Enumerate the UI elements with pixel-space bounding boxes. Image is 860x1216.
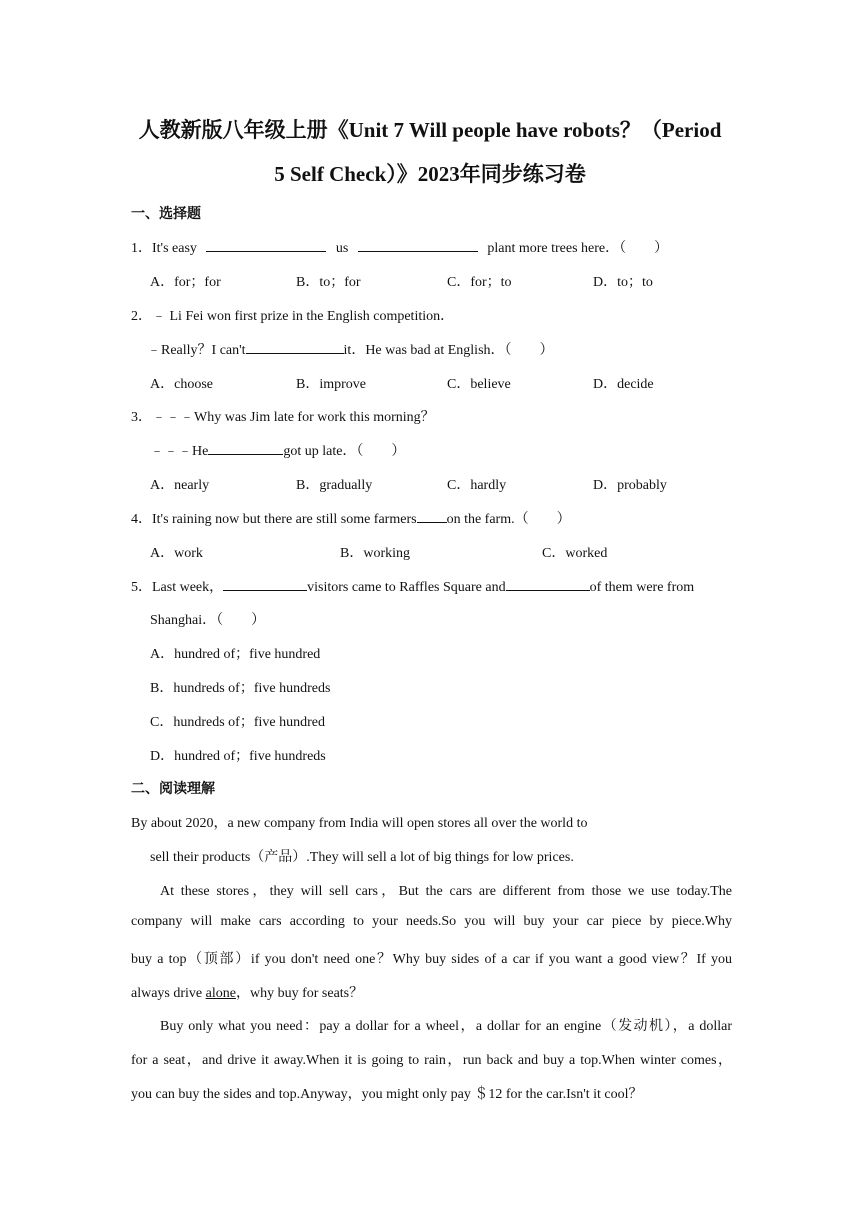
answer-blank[interactable] bbox=[246, 339, 344, 354]
q1-option-a[interactable]: A．for；for bbox=[150, 275, 221, 290]
q2-option-c[interactable]: C．believe bbox=[447, 377, 511, 392]
answer-blank[interactable] bbox=[206, 237, 326, 252]
passage-line: buy a top（顶部）if you don't need one？Why buy sides of a car if you want a good view？If you bbox=[131, 952, 732, 967]
q3-option-b[interactable]: B．gradually bbox=[296, 478, 373, 493]
question-1: 1．It's easy us plant more trees here．（ ） bbox=[131, 237, 668, 257]
answer-blank[interactable] bbox=[417, 508, 447, 523]
q1-option-b[interactable]: B．to；for bbox=[296, 275, 361, 290]
answer-blank[interactable] bbox=[358, 237, 478, 252]
q1-option-d[interactable]: D．to；to bbox=[593, 275, 653, 290]
passage-line: you can buy the sides and top.Anyway，you might only pay ＄12 for the car.Isn't it cool？ bbox=[131, 1087, 643, 1102]
q3-option-d[interactable]: D．probably bbox=[593, 478, 667, 493]
q5-option-c[interactable]: C．hundreds of；five hundred bbox=[150, 715, 325, 730]
q4-option-c[interactable]: C．worked bbox=[542, 546, 608, 561]
q4-option-a[interactable]: A．work bbox=[150, 546, 203, 561]
q3-option-c[interactable]: C．hardly bbox=[447, 478, 507, 493]
q3-option-a[interactable]: A．nearly bbox=[150, 478, 210, 493]
q2-option-a[interactable]: A．choose bbox=[150, 377, 213, 392]
q4-option-b[interactable]: B．working bbox=[340, 546, 410, 561]
q1-option-c[interactable]: C．for；to bbox=[447, 275, 512, 290]
question-2-line2: ﹣Really？I can't it．He was bad at English．（ ） bbox=[147, 339, 554, 359]
q2-option-b[interactable]: B．improve bbox=[296, 377, 366, 392]
section-heading-reading: 二、阅读理解 bbox=[131, 781, 215, 797]
underlined-word: alone bbox=[205, 986, 236, 1001]
question-4: 4．It's raining now but there are still some farmers on the farm.（ ） bbox=[131, 508, 571, 528]
question-2: 2．﹣ Li Fei won first prize in the English competition． bbox=[131, 309, 455, 324]
passage-line: for a seat，and drive it away.When it is going to rain，run back and buy a top.When winter comes， bbox=[131, 1053, 732, 1068]
answer-blank[interactable] bbox=[223, 576, 307, 591]
passage-line: company will make cars according to your needs.So you will buy your car piece by piece.Why bbox=[131, 914, 732, 929]
question-5-line2: Shanghai．（ ） bbox=[150, 613, 266, 628]
q5-option-a[interactable]: A．hundred of；five hundred bbox=[150, 647, 321, 662]
q2-option-d[interactable]: D．decide bbox=[593, 377, 654, 392]
section-heading-choice: 一、选择题 bbox=[131, 206, 201, 222]
document-title-line1: 人教新版八年级上册《Unit 7 Will people have robots？（Period bbox=[138, 118, 722, 142]
answer-blank[interactable] bbox=[506, 576, 590, 591]
passage-line: always drive alone，why buy for seats？ bbox=[131, 986, 364, 1001]
answer-blank[interactable] bbox=[208, 440, 283, 455]
question-3: 3．﹣﹣﹣Why was Jim late for work this morning？ bbox=[131, 410, 435, 425]
question-5: 5．Last week， visitors came to Raffles Square and of them were from bbox=[131, 576, 732, 596]
passage-line: Buy only what you need：pay a dollar for a wheel，a dollar for an engine（发动机），a dollar bbox=[160, 1019, 732, 1034]
q5-option-b[interactable]: B．hundreds of；five hundreds bbox=[150, 681, 331, 696]
q5-option-d[interactable]: D．hundred of；five hundreds bbox=[150, 749, 326, 764]
question-3-line2: ﹣﹣﹣He got up late．（ ） bbox=[150, 440, 405, 460]
document-title-line2: 5 Self Check）》2023年同步练习卷 bbox=[274, 162, 586, 186]
passage-line: At these stores，they will sell cars，But the cars are different from those we use today.The bbox=[160, 884, 732, 899]
passage-line: sell their products（产品）.They will sell a lot of big things for low prices. bbox=[150, 850, 574, 865]
passage-line: By about 2020，a new company from India will open stores all over the world to bbox=[131, 816, 588, 831]
